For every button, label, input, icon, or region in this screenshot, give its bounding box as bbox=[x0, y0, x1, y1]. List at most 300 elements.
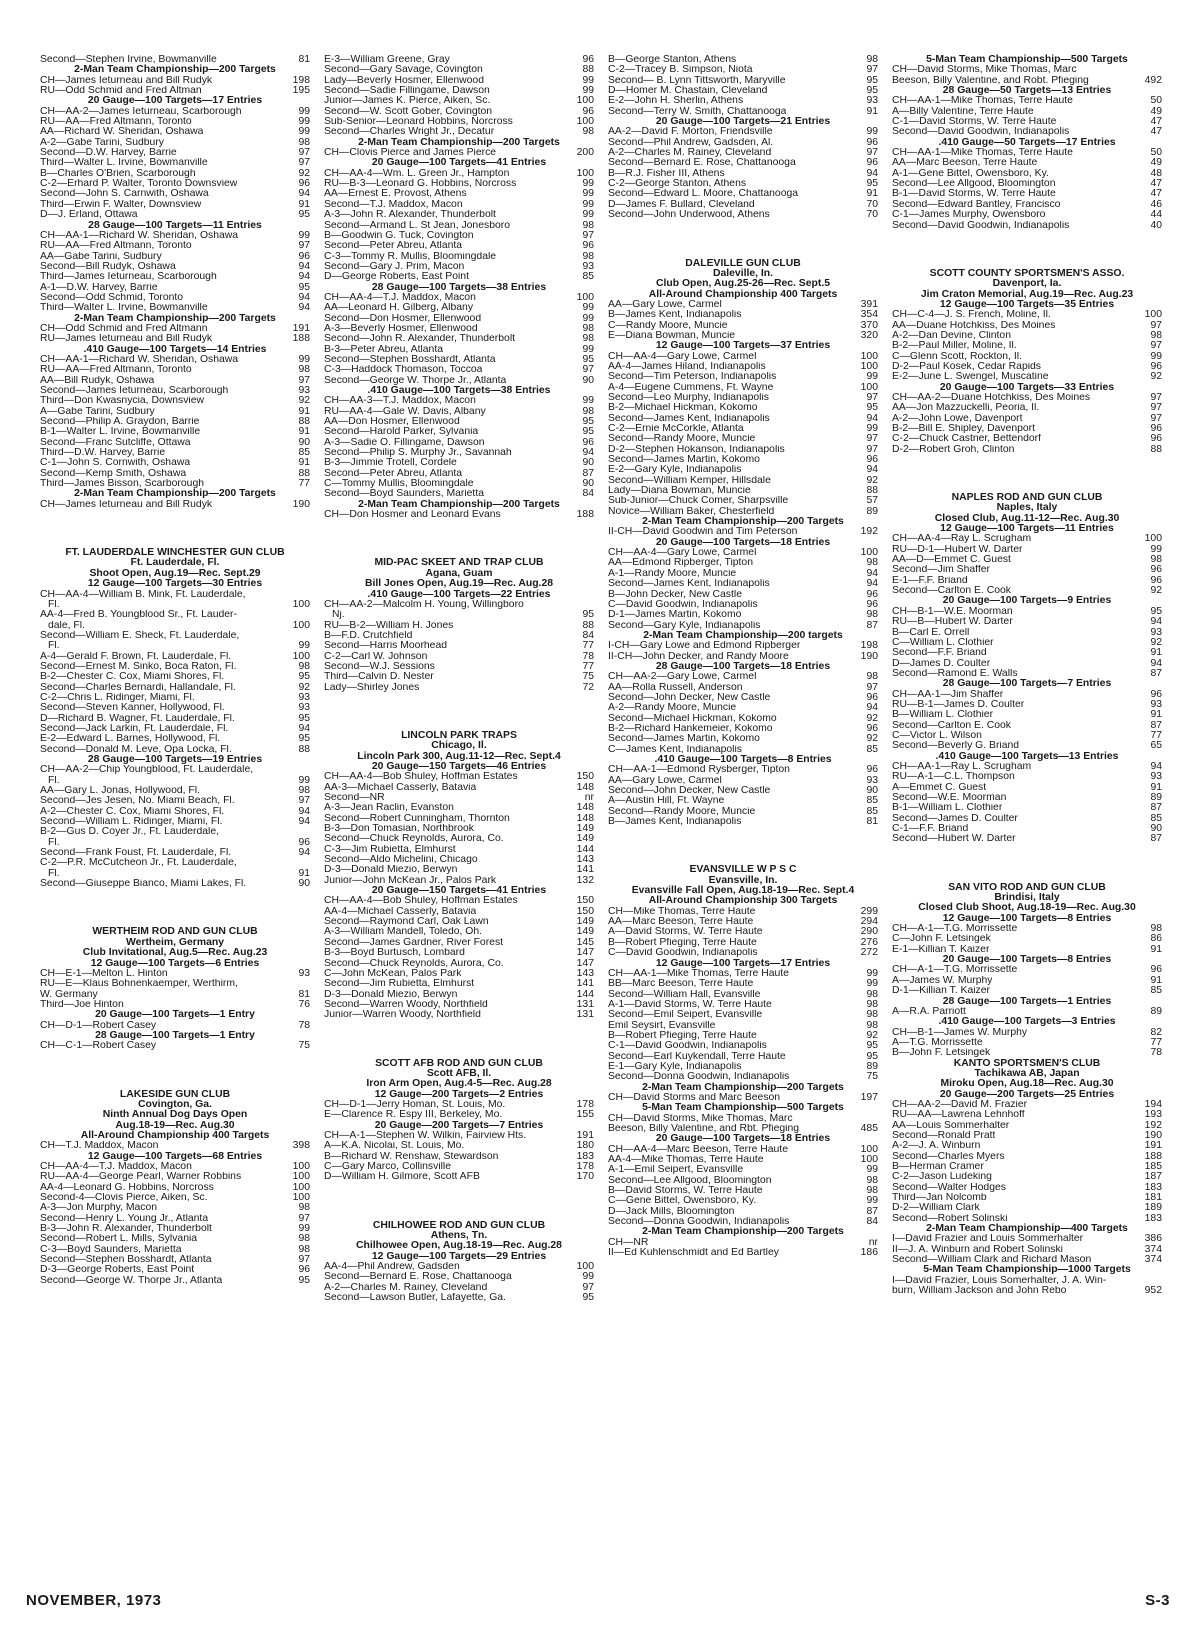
result-entry: Beeson, Billy Valentine, and Robt. Pfieging bbox=[892, 75, 1089, 86]
result-score: 90 bbox=[298, 436, 310, 448]
result-row bbox=[892, 803, 1162, 813]
result-row bbox=[892, 648, 1162, 658]
result-entry: Second—Donna Goodwin, Indianapolis bbox=[608, 1072, 790, 1083]
result-score: 86 bbox=[1150, 933, 1162, 945]
result-score: 94 bbox=[298, 188, 310, 200]
result-row bbox=[40, 469, 310, 479]
event-heading: Closed Club, Aug.11-12—Rec. Aug.30 bbox=[934, 512, 1120, 524]
result-score: 91 bbox=[298, 426, 310, 438]
result-row bbox=[892, 1121, 1162, 1131]
result-row bbox=[40, 283, 310, 293]
result-entry: CH—D-1—Robert Casey bbox=[40, 1020, 157, 1031]
result-row bbox=[324, 96, 594, 106]
result-row bbox=[324, 510, 594, 520]
result-entry: dale, Fl. bbox=[48, 620, 85, 631]
event-heading: 2-Man Team Championship—400 Targets bbox=[926, 1223, 1128, 1235]
result-entry: AA-4—Michael Casserly, Batavia bbox=[324, 906, 477, 917]
result-score: 98 bbox=[1150, 329, 1162, 341]
result-row bbox=[40, 386, 310, 396]
result-score: 94 bbox=[866, 578, 878, 590]
result-entry: A-4—Eugene Cummens, Ft. Wayne bbox=[608, 382, 774, 393]
result-entry: CH—AA-2—Malcolm H. Young, Willingboro bbox=[324, 599, 524, 610]
result-score: 92 bbox=[298, 167, 310, 179]
column-3 bbox=[608, 55, 878, 1258]
result-row bbox=[608, 210, 878, 220]
result-score: 89 bbox=[866, 1060, 878, 1072]
result-score: 91 bbox=[298, 457, 310, 469]
result-entry: D-3—Donald Miezio, Berwyn bbox=[324, 989, 458, 1000]
result-entry: AA—Marc Beeson, Terre Haute bbox=[892, 158, 1038, 169]
result-entry: C—Gary Marco, Collinsville bbox=[324, 1162, 452, 1172]
result-entry: Second—Jim Shaffer bbox=[892, 565, 990, 576]
result-row bbox=[608, 179, 878, 189]
result-score: 93 bbox=[866, 95, 878, 107]
result-row bbox=[40, 365, 310, 375]
result-entry: Third—Don Kwasnycia, Downsview bbox=[40, 396, 204, 407]
result-score: 98 bbox=[866, 1185, 878, 1197]
result-entry: C—John McKean, Palos Park bbox=[324, 968, 462, 979]
event-heading: 28 Gauge—100 Targets—18 Entries bbox=[655, 660, 831, 672]
result-row bbox=[40, 1214, 310, 1224]
result-entry: RU—AA—Fred Altmann, Toronto bbox=[40, 117, 192, 128]
result-row bbox=[324, 834, 594, 844]
result-row bbox=[608, 714, 878, 724]
result-row bbox=[40, 417, 310, 427]
result-row bbox=[40, 600, 310, 610]
result-entry: CH—James Ieturneau and Bill Rudyk bbox=[40, 499, 213, 510]
results-section bbox=[40, 927, 310, 1051]
result-row bbox=[40, 189, 310, 199]
result-entry: Second—Henry L. Young Jr., Atlanta bbox=[40, 1213, 209, 1224]
result-score: 193 bbox=[1144, 1109, 1162, 1121]
result-entry: Second—Aldo Michelini, Chicago bbox=[324, 855, 478, 866]
result-entry: Second—Robert L. Mills, Sylvania bbox=[40, 1234, 198, 1245]
result-row bbox=[892, 393, 1162, 403]
result-entry: A-3—William Mandell, Toledo, Oh. bbox=[324, 927, 483, 938]
result-row bbox=[892, 607, 1162, 617]
result-entry: A—Billy Valentine, Terre Haute bbox=[892, 106, 1034, 117]
result-entry: A-4—Gerald F. Brown, Ft. Lauderdale, Fl. bbox=[40, 651, 232, 662]
results-section bbox=[40, 55, 310, 510]
result-score: 97 bbox=[866, 64, 878, 76]
result-score: 96 bbox=[866, 722, 878, 734]
result-entry: AA—Bill Rudyk, Oshawa bbox=[40, 375, 155, 386]
result-score: 94 bbox=[866, 567, 878, 579]
result-entry: I—David Frazier and Louis Sommerhalter bbox=[892, 1234, 1084, 1245]
result-score: 143 bbox=[576, 854, 594, 866]
result-row bbox=[40, 1276, 310, 1286]
result-score: 100 bbox=[576, 116, 594, 128]
result-entry: Second—Beverly G. Briand bbox=[892, 741, 1020, 752]
result-score: 100 bbox=[576, 167, 594, 179]
result-row bbox=[892, 1152, 1162, 1162]
result-score: 94 bbox=[298, 805, 310, 817]
event-heading: 12 Gauge—100 Targets—30 Entries bbox=[87, 578, 263, 590]
result-entry: E-2—Edward L. Barnes, Hollywood, Fl. bbox=[40, 734, 221, 745]
result-entry: Second—John S. Carnwith, Oshawa bbox=[40, 189, 209, 200]
result-row bbox=[608, 496, 878, 506]
result-row bbox=[608, 372, 878, 382]
result-score: 98 bbox=[866, 609, 878, 621]
result-row bbox=[608, 734, 878, 744]
result-score: 77 bbox=[582, 640, 594, 652]
result-score: 95 bbox=[298, 671, 310, 683]
result-entry: AA—Leonard H. Gilberg, Albany bbox=[324, 303, 474, 314]
result-row bbox=[892, 772, 1162, 782]
result-row bbox=[40, 396, 310, 406]
result-row bbox=[324, 927, 594, 937]
result-entry: CH—David Storms and Marc Beeson bbox=[608, 1092, 781, 1103]
result-row bbox=[892, 1141, 1162, 1151]
result-entry: Second—John R. Alexander, Thunderbolt bbox=[324, 334, 516, 345]
event-heading: Scott AFB, Il. bbox=[426, 1067, 492, 1079]
result-row bbox=[40, 869, 310, 879]
result-row bbox=[608, 796, 878, 806]
result-entry: A—James W. Murphy bbox=[892, 975, 993, 986]
result-row bbox=[892, 965, 1162, 975]
result-score: 97 bbox=[866, 443, 878, 455]
results-section bbox=[608, 259, 878, 828]
result-score: 97 bbox=[1150, 402, 1162, 414]
result-score: 88 bbox=[298, 416, 310, 428]
result-score: 75 bbox=[582, 671, 594, 683]
result-score: 100 bbox=[860, 1143, 878, 1155]
event-heading: 12 Gauge—100 Targets—6 Entries bbox=[90, 957, 260, 969]
result-score: 155 bbox=[576, 1109, 594, 1121]
result-entry: Second—Lee Allgood, Bloomington bbox=[892, 179, 1056, 190]
result-entry: CH—AA-1—Jim Shaffer bbox=[892, 689, 1004, 700]
result-score: 96 bbox=[866, 598, 878, 610]
result-score: 92 bbox=[866, 712, 878, 724]
result-score: 391 bbox=[860, 298, 878, 310]
result-entry: CH—AA-2—Chip Youngblood, Ft. Lauderdale, bbox=[40, 765, 254, 776]
result-score: 40 bbox=[1150, 219, 1162, 231]
result-row bbox=[324, 979, 594, 989]
event-heading: .410 Gauge—100 Targets—8 Entries bbox=[654, 754, 832, 765]
result-score: 98 bbox=[866, 998, 878, 1010]
result-entry: Third—Calvin D. Nester bbox=[324, 672, 434, 683]
event-heading: 20 Gauge—100 Targets—1 Entry bbox=[95, 1009, 255, 1021]
event-heading: .410 Gauge—100 Targets—3 Entries bbox=[938, 1016, 1116, 1028]
result-row bbox=[892, 321, 1162, 331]
result-row bbox=[892, 710, 1162, 720]
result-entry: Second—W.E. Moorman bbox=[892, 793, 1007, 803]
result-score: 78 bbox=[298, 1019, 310, 1031]
result-score: 87 bbox=[582, 467, 594, 479]
result-entry: Second—Armand L. St Jean, Jonesboro bbox=[324, 220, 510, 231]
result-score: 149 bbox=[576, 926, 594, 938]
event-heading: 2-Man Team Championship—200 Targets bbox=[642, 516, 844, 528]
result-score: 170 bbox=[576, 1171, 594, 1183]
column-2 bbox=[324, 55, 594, 1303]
result-row bbox=[40, 448, 310, 458]
result-score: 91 bbox=[1150, 781, 1162, 793]
result-row bbox=[608, 610, 878, 620]
result-score: 70 bbox=[866, 198, 878, 210]
result-entry: C-2—Chuck Castner, Bettendorf bbox=[892, 434, 1041, 445]
result-entry: B-3—Peter Abreu, Atlanta bbox=[324, 344, 443, 355]
result-entry: Second—Leo Murphy, Indianapolis bbox=[608, 392, 769, 403]
result-row bbox=[608, 96, 878, 106]
result-score: 144 bbox=[576, 988, 594, 1000]
result-entry: A-2—Charles M. Rainey, Cleveland bbox=[608, 148, 772, 159]
result-score: 100 bbox=[292, 1181, 310, 1193]
result-row bbox=[324, 107, 594, 117]
event-heading: Club Open, Aug.25-26—Rec. Sept.5 bbox=[656, 278, 830, 290]
result-entry: Second—Emil Seipert, Evansville bbox=[608, 1010, 763, 1021]
result-row bbox=[40, 500, 310, 510]
result-entry: C—Gene Bittel, Owensboro, Ky. bbox=[608, 1196, 757, 1207]
result-entry: Fl. bbox=[48, 599, 60, 610]
event-heading: .410 Gauge—100 Targets—13 Entries bbox=[935, 750, 1119, 762]
result-row bbox=[324, 803, 594, 813]
results-section bbox=[324, 1221, 594, 1304]
result-row bbox=[40, 1041, 310, 1051]
result-entry: A—Emmet C. Guest bbox=[892, 782, 987, 793]
result-score: 200 bbox=[576, 147, 594, 159]
result-row bbox=[324, 1100, 594, 1110]
result-score: 96 bbox=[866, 157, 878, 169]
result-entry: RU—A-1—C.L. Thompson bbox=[892, 772, 1015, 783]
result-score: 92 bbox=[1150, 371, 1162, 383]
result-entry: RU—B-1—James D. Coulter bbox=[892, 699, 1025, 710]
result-row bbox=[892, 310, 1162, 320]
result-score: 98 bbox=[582, 333, 594, 345]
result-row bbox=[40, 1183, 310, 1193]
result-entry: A-3—Sadie O. Fillingame, Dawson bbox=[324, 437, 485, 448]
result-score: 44 bbox=[1150, 209, 1162, 221]
result-row bbox=[324, 448, 594, 458]
result-row bbox=[608, 486, 878, 496]
result-entry: B—John F. Letsingek bbox=[892, 1048, 991, 1059]
results-section bbox=[892, 55, 1162, 231]
result-score: 87 bbox=[1150, 719, 1162, 731]
result-score: 96 bbox=[1150, 423, 1162, 434]
result-score: 99 bbox=[866, 126, 878, 138]
result-entry: Second—Edward L. Moore, Chattanooga bbox=[608, 189, 799, 200]
result-score: 99 bbox=[582, 395, 594, 407]
section-spacer bbox=[324, 520, 594, 558]
result-row bbox=[892, 148, 1162, 158]
result-entry: E-1—Killian T. Kaizer bbox=[892, 944, 990, 955]
result-entry: AA-4—Phil Andrew, Gadsden bbox=[324, 1262, 460, 1273]
result-score: 99 bbox=[1150, 350, 1162, 362]
result-score: 294 bbox=[860, 916, 878, 928]
result-entry: CH—AA-4—Ray L. Scrugham bbox=[892, 534, 1032, 545]
result-score: 178 bbox=[576, 1161, 594, 1172]
club-title: WERTHEIM ROD AND GUN CLUB bbox=[92, 926, 258, 938]
result-row bbox=[40, 807, 310, 817]
result-row bbox=[608, 86, 878, 96]
result-score: 147 bbox=[576, 947, 594, 959]
result-score: 99 bbox=[866, 423, 878, 434]
result-entry: Third—Erwin F. Walter, Downsview bbox=[40, 199, 202, 210]
result-entry: B-3—Don Tomasian, Northbrook bbox=[324, 824, 474, 835]
result-entry: CH—AA-4—Bob Shuley, Hoffman Estates bbox=[324, 772, 518, 783]
result-row bbox=[608, 1021, 878, 1031]
result-score: 99 bbox=[582, 74, 594, 86]
result-score: 94 bbox=[298, 722, 310, 734]
club-title: MID-PAC SKEET AND TRAP CLUB bbox=[374, 557, 544, 569]
result-entry: A-2—Gabe Tarini, Sudbury bbox=[40, 137, 164, 148]
result-score: 94 bbox=[298, 291, 310, 303]
result-score: 194 bbox=[1144, 1098, 1162, 1110]
result-entry: Second—Warren Woody, Northfield bbox=[324, 999, 488, 1010]
result-entry: B-2—Paul Miller, Moline, Il. bbox=[892, 341, 1017, 352]
result-row bbox=[892, 1234, 1162, 1244]
result-score: 99 bbox=[582, 178, 594, 190]
result-entry: B—William L. Clothier bbox=[892, 710, 994, 721]
result-row bbox=[324, 200, 594, 210]
result-row bbox=[324, 907, 594, 917]
result-row bbox=[608, 600, 878, 610]
result-score: 97 bbox=[866, 147, 878, 159]
event-heading: Miroku Open, Aug.18—Rec. Aug.30 bbox=[940, 1078, 1114, 1090]
result-entry: E-3—William Greene, Gray bbox=[324, 55, 450, 65]
result-entry: AA—Ernest E. Provost, Athens bbox=[324, 189, 467, 200]
result-score: 94 bbox=[1150, 657, 1162, 669]
result-entry: Second—Ernest M. Sinko, Boca Raton, Fl. bbox=[40, 661, 237, 672]
result-entry: C—David Goodwin, Indianapolis bbox=[608, 599, 758, 610]
result-entry: Second—Lawson Butler, Lafayette, Ga. bbox=[324, 1293, 506, 1304]
result-row bbox=[40, 148, 310, 158]
result-row bbox=[892, 555, 1162, 565]
result-entry: Second—Terry W. Smith, Chattanooga bbox=[608, 106, 787, 117]
result-score: 97 bbox=[866, 433, 878, 445]
result-row bbox=[40, 1172, 310, 1182]
result-row bbox=[608, 683, 878, 693]
footer-page-number: S-3 bbox=[1145, 1592, 1170, 1609]
result-row bbox=[608, 1186, 878, 1196]
event-heading: 2-Man Team Championship—200 Targets bbox=[74, 488, 276, 500]
result-entry: Lady—Diana Bowman, Muncie bbox=[608, 486, 751, 497]
result-row bbox=[608, 362, 878, 372]
result-entry: AA-4—Mike Thomas, Terre Haute bbox=[608, 1155, 764, 1166]
result-entry: C-2—Ernie McCorkle, Atlanta bbox=[608, 424, 744, 434]
result-entry: A-2—Chester C. Cox, Miami Shores, Fl. bbox=[40, 806, 225, 817]
result-row bbox=[324, 1131, 594, 1141]
result-score: 96 bbox=[1150, 964, 1162, 976]
result-row bbox=[40, 355, 310, 365]
event-heading: Davenport, Ia. bbox=[992, 278, 1062, 290]
result-entry: A-2—Randy Moore, Muncie bbox=[608, 703, 737, 714]
results-section bbox=[324, 558, 594, 692]
result-row bbox=[40, 990, 310, 1000]
result-entry: A-2—Charles M. Rainey, Cleveland bbox=[324, 1282, 488, 1293]
result-entry: RU—Odd Schmid and Fred Altman bbox=[40, 86, 202, 97]
result-row bbox=[324, 417, 594, 427]
event-heading: 2-Man Team Championship—200 Targets bbox=[358, 498, 560, 510]
result-score: 99 bbox=[866, 1195, 878, 1207]
club-title: LINCOLN PARK TRAPS bbox=[401, 729, 517, 741]
result-score: 299 bbox=[860, 905, 878, 917]
result-row bbox=[892, 834, 1162, 844]
result-row bbox=[324, 293, 594, 303]
result-entry: C-2—George Stanton, Athens bbox=[608, 179, 747, 190]
result-row bbox=[608, 693, 878, 703]
result-row bbox=[40, 1203, 310, 1213]
result-score: 76 bbox=[298, 998, 310, 1010]
result-score: 91 bbox=[1150, 709, 1162, 721]
result-entry: W. Germany bbox=[40, 989, 98, 1000]
result-score: 95 bbox=[866, 1040, 878, 1052]
result-row bbox=[892, 200, 1162, 210]
result-row bbox=[892, 96, 1162, 106]
result-row bbox=[324, 365, 594, 375]
result-score: 198 bbox=[860, 640, 878, 652]
result-score: 97 bbox=[298, 240, 310, 252]
result-entry: CH—David Storms, Mike Thomas, Marc bbox=[608, 1113, 793, 1124]
result-entry: Emil Seysirt, Evansville bbox=[608, 1020, 716, 1031]
result-entry: Second—Peter Abreu, Atlanta bbox=[324, 241, 463, 252]
result-entry: Second—Chuck Reynolds, Aurora, Co. bbox=[324, 834, 504, 845]
result-row bbox=[40, 107, 310, 117]
result-entry: AA—Gary L. Jonas, Hollywood, Fl. bbox=[40, 786, 200, 797]
result-row bbox=[892, 434, 1162, 444]
result-entry: Second—Raymond Carl, Oak Lawn bbox=[324, 917, 489, 928]
result-row bbox=[40, 1193, 310, 1203]
result-row bbox=[324, 824, 594, 834]
event-heading: KANTO SPORTSMEN'S CLUB bbox=[953, 1057, 1101, 1069]
result-score: 98 bbox=[298, 136, 310, 148]
result-row bbox=[608, 352, 878, 362]
result-row bbox=[892, 65, 1162, 75]
result-score: 100 bbox=[860, 547, 878, 559]
result-entry: Second—Charles Myers bbox=[892, 1151, 1005, 1162]
result-entry: A-3—Jon Murphy, Macon bbox=[40, 1203, 158, 1214]
result-score: 190 bbox=[1144, 1129, 1162, 1141]
result-score: 96 bbox=[866, 764, 878, 776]
result-entry: Second—Jack Larkin, Ft. Lauderdale, Fl. bbox=[40, 723, 229, 734]
result-row bbox=[40, 879, 310, 889]
result-score: 85 bbox=[866, 805, 878, 817]
result-score: 99 bbox=[582, 343, 594, 355]
result-row bbox=[40, 827, 310, 837]
result-score: 276 bbox=[860, 936, 878, 948]
result-score: 398 bbox=[292, 1140, 310, 1152]
result-row bbox=[40, 293, 310, 303]
result-score: 96 bbox=[1150, 433, 1162, 445]
result-entry: Second—James Kent, Indianapolis bbox=[608, 579, 770, 590]
result-score: 75 bbox=[298, 1040, 310, 1052]
result-score: 97 bbox=[298, 795, 310, 807]
result-entry: A-2—Dan Devine, Clinton bbox=[892, 330, 1011, 341]
result-row bbox=[608, 969, 878, 979]
result-score: 374 bbox=[1144, 1254, 1162, 1266]
result-entry: E-2—June L. Swengel, Muscatine bbox=[892, 372, 1049, 383]
result-row bbox=[892, 1193, 1162, 1203]
result-entry: Second—James Martin, Kokomo bbox=[608, 734, 760, 745]
result-entry: Second—Gary Savage, Covington bbox=[324, 65, 483, 76]
result-entry: B-1—Walter L. Irvine, Bowmanville bbox=[40, 427, 201, 438]
result-score: 87 bbox=[1150, 833, 1162, 845]
result-score: 90 bbox=[582, 374, 594, 386]
result-row bbox=[324, 1162, 594, 1172]
result-entry: B—James Kent, Indianapolis bbox=[608, 817, 742, 828]
result-entry: Second—John Underwood, Athens bbox=[608, 210, 770, 221]
result-score: 90 bbox=[582, 457, 594, 469]
result-entry: Second—William L. Ridinger, Miami, Fl. bbox=[40, 817, 223, 828]
result-row bbox=[324, 948, 594, 958]
result-score: 93 bbox=[298, 691, 310, 703]
result-score: 95 bbox=[866, 1050, 878, 1062]
result-score: 99 bbox=[582, 209, 594, 221]
result-entry: CH—AA-4—William B. Mink, Ft. Lauderdale, bbox=[40, 589, 246, 600]
result-entry: RU—E—Klaus Bohnenkaemper, Werthirm, bbox=[40, 979, 238, 990]
result-entry: Beeson, Billy Valentine, and Rbt. Pfieging bbox=[608, 1124, 799, 1134]
result-score: 91 bbox=[1150, 943, 1162, 955]
event-heading: 20 Gauge—100 Targets—41 Entries bbox=[371, 157, 547, 169]
